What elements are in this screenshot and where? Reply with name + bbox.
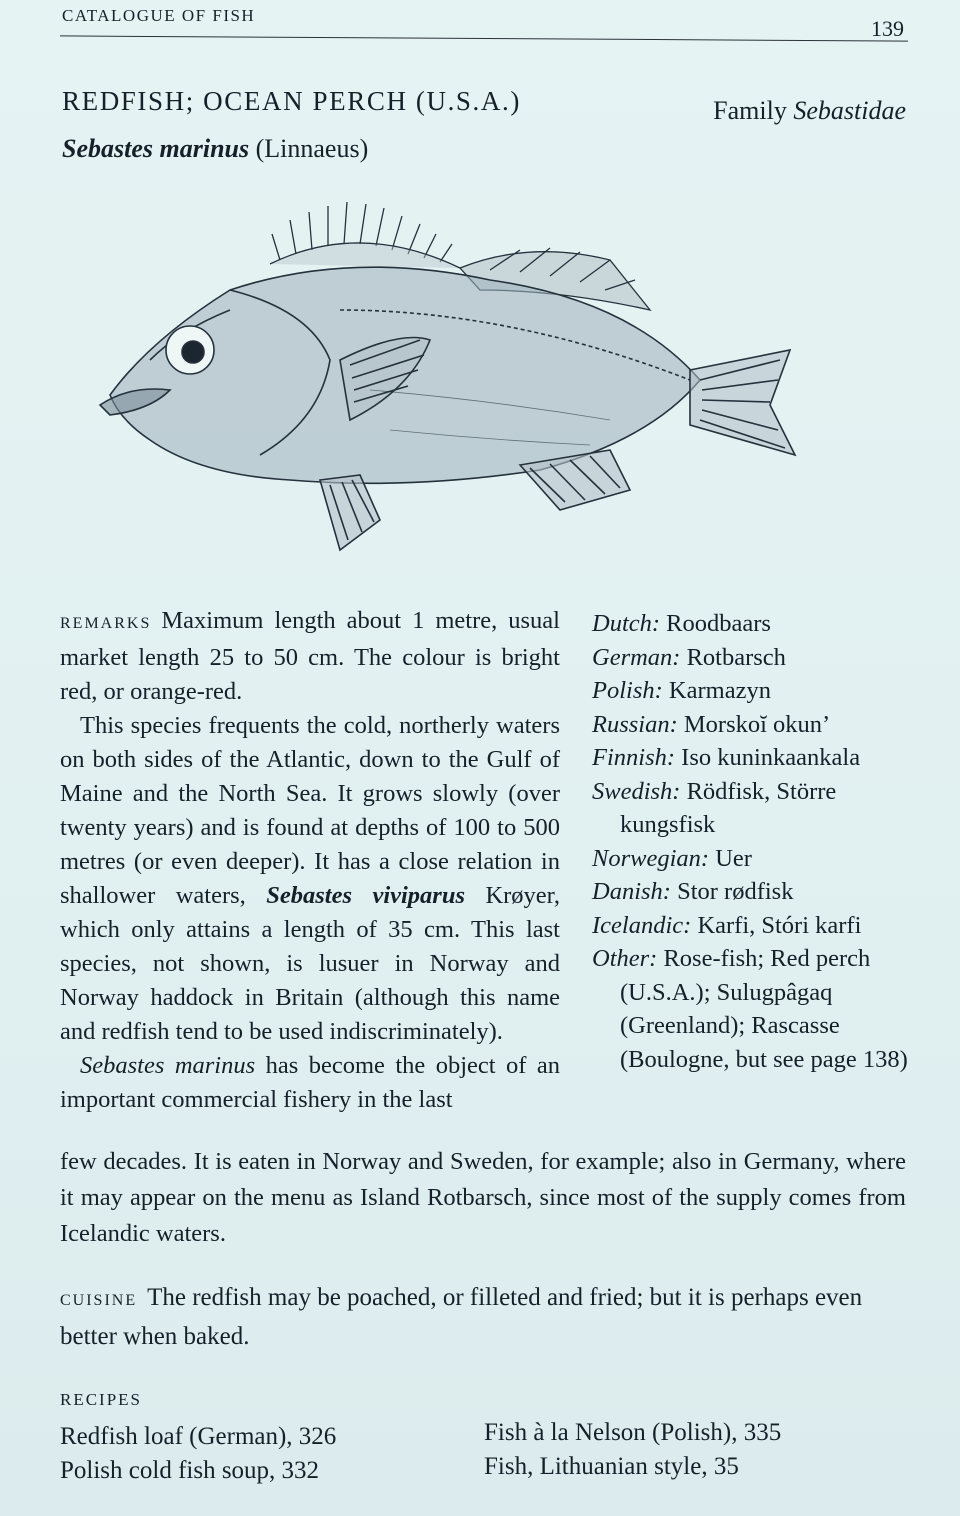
name-entry: Polish: Karmazyn [592, 677, 771, 704]
remarks-column [60, 604, 560, 1117]
tail-fin [690, 350, 795, 455]
fish-illustration [90, 190, 810, 580]
cuisine-section [60, 1280, 906, 1355]
species-name: Sebastes marinus [62, 134, 250, 163]
name-entry: Icelandic: Karfi, Stóri karfi [592, 911, 862, 939]
entry-title: REDFISH; OCEAN PERCH (U.S.A.) [62, 86, 521, 116]
family-label [713, 96, 906, 126]
recipe-item: Fish, Lithuanian style, 35 [484, 1453, 739, 1480]
cuisine-text: The redfish may be poached, or filleted and fried; but it is perhaps even better when baked. [60, 1284, 863, 1350]
remarks-continued: few decades. It is eaten in Norway and Sweden, for example; also in Germany, where it may appear on the menu as Island Rotbarsch, since most of the supply comes from Icelandic waters. [60, 1148, 906, 1247]
recipe-item: Fish à la Nelson (Polish), 335 [484, 1419, 782, 1446]
header-rule [60, 35, 908, 41]
recipes-label: RECIPES [60, 1390, 143, 1409]
remarks-paragraph-1 [60, 604, 560, 709]
species-authority: (Linnaeus) [255, 134, 369, 163]
page-number: 139 [871, 16, 904, 41]
name-entry: Finnish: Iso kuninkaankala [592, 744, 861, 771]
running-head: CATALOGUE OF FISH [62, 6, 256, 25]
name-entry: Danish: Stor rødfisk [592, 878, 794, 905]
name-entry: Norwegian: Uer [592, 844, 752, 872]
foreign-names-list [592, 607, 922, 1076]
remarks-paragraph-2: This species frequents the cold, northerly waters on both sides of the Atlantic, down to the Gulf of Maine and the North Sea. It grows slowly (over twenty years) and is found at depths of 100 to 500 metres (or even deeper). It has a close relation in shallower waters, Sebastes viviparus Krøyer, which only attains a length of 35 cm. This last species, not shown, is lusuer in Norway and Norway haddock in Britain (although this name and redfish tend to be used indiscriminately). [60, 712, 560, 1045]
recipe-item: Polish cold fish soup, 332 [60, 1457, 320, 1484]
recipes-left-column [60, 1420, 336, 1488]
recipe-item: Redfish loaf (German), 326 [60, 1423, 337, 1450]
family-name: Sebastidae [793, 96, 906, 125]
remarks-label: REMARKS [60, 615, 152, 632]
remarks-paragraph-3: Sebastes marinus has become the object of an important commercial fishery in the last [60, 1052, 560, 1113]
remarks-text-1: Maximum length about 1 metre, usual market length 25 to 50 cm. The colour is bright red, or orange-red. [60, 607, 560, 705]
name-entry: Swedish: Rödfisk, Större kungsfisk [592, 777, 837, 838]
pelvic-fin [320, 475, 380, 550]
related-species: Sebastes viviparus [266, 882, 465, 909]
family-word: Family [713, 96, 787, 125]
scientific-name [62, 134, 368, 164]
cuisine-label: CUISINE [60, 1292, 138, 1309]
name-entry: Russian: Morskoĭ okun’ [592, 710, 831, 738]
name-entry: German: Rotbarsch [592, 643, 786, 671]
name-entry: Other: Rose-fish; Red perch (U.S.A.); Sulugpâgaq (Greenland); Rascasse (Boulogne, but see page 138) [592, 945, 908, 1073]
name-entry: Dutch: Roodbaars [592, 610, 771, 637]
recipes-right-column [484, 1416, 781, 1484]
